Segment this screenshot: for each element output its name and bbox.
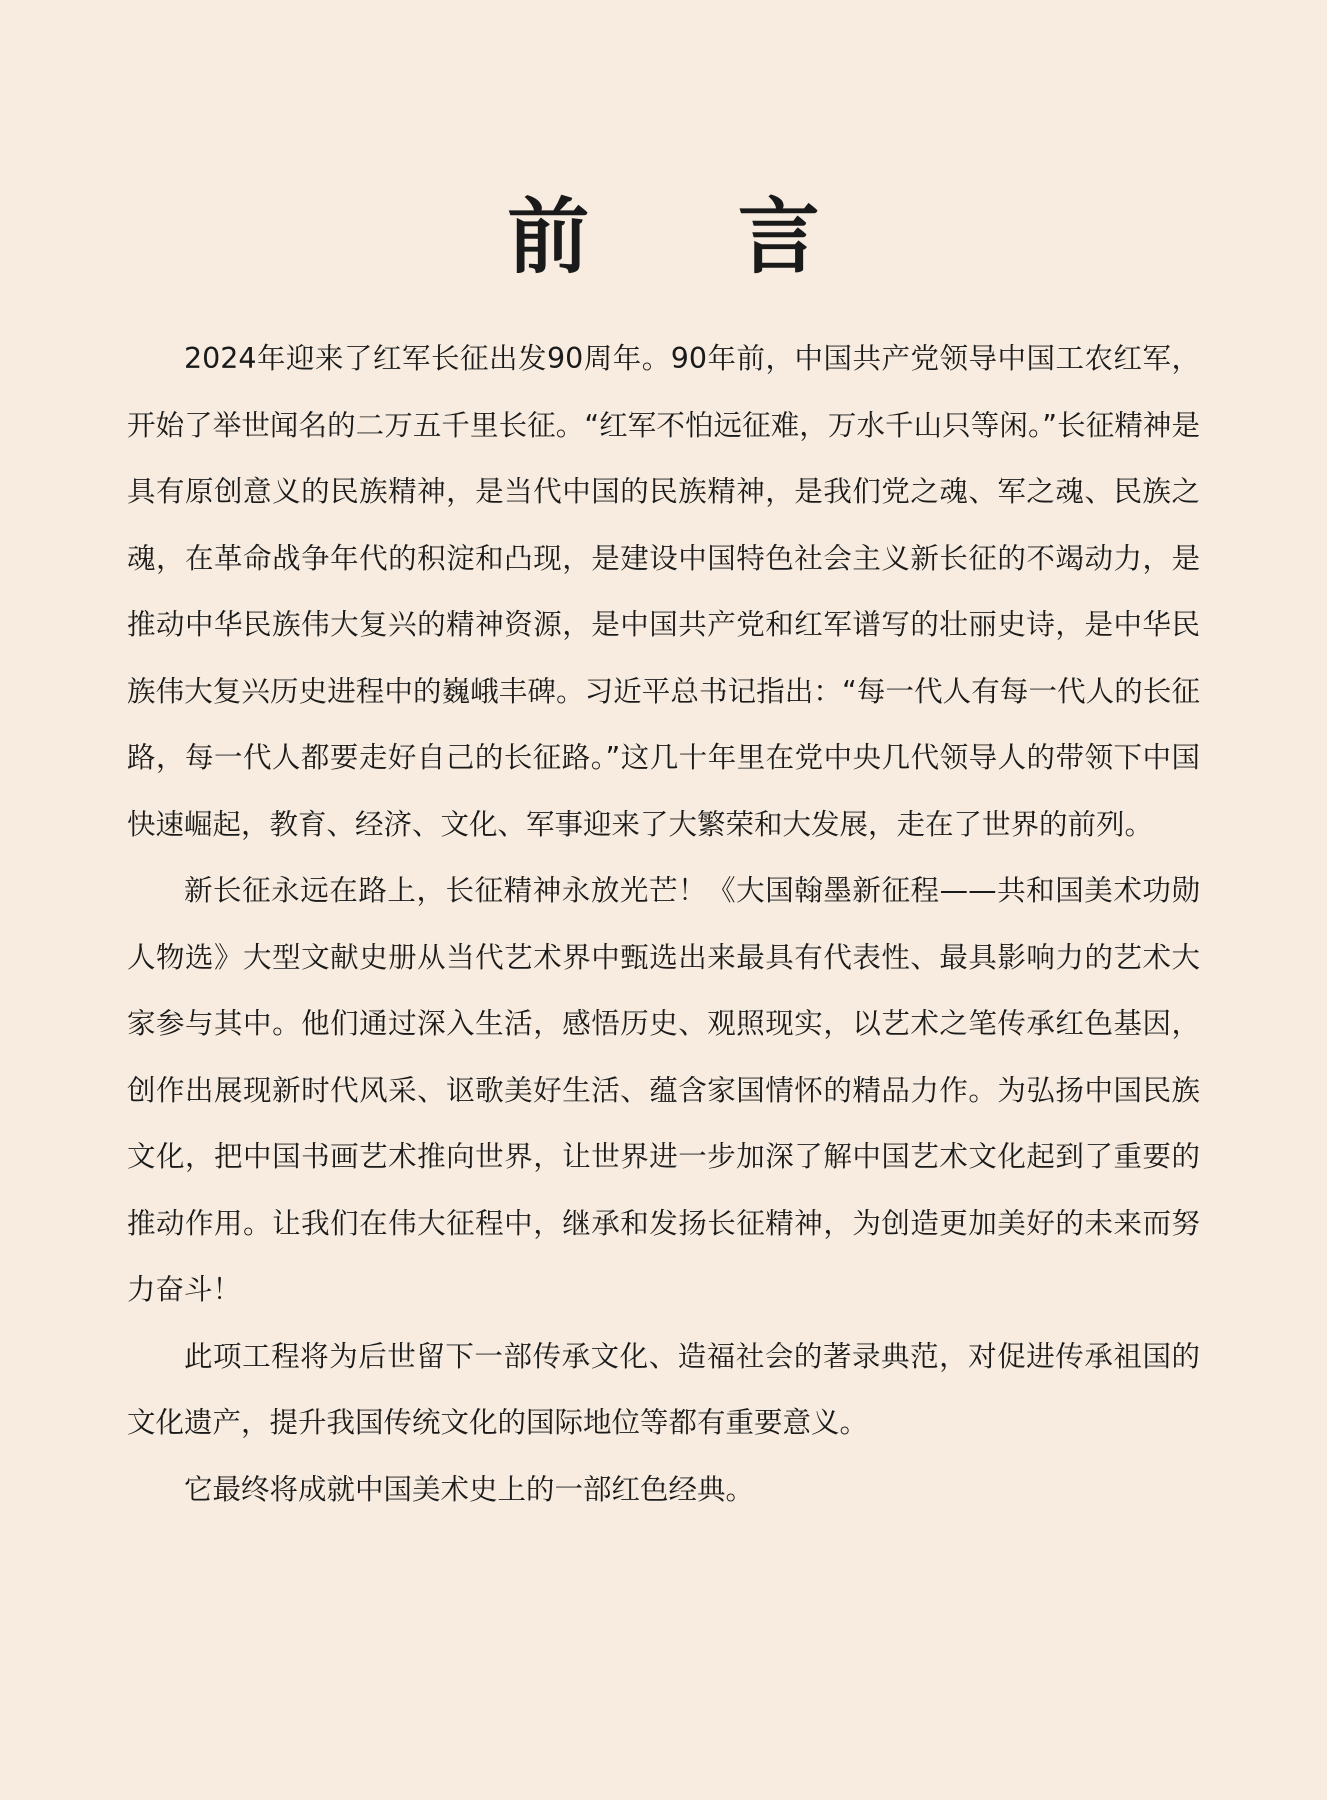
paragraph-2: 新长征永远在路上，长征精神永放光芒！《大国翰墨新征程——共和国美术功勋人物选》大型文献史册从当代艺术界中甄选出来最具有代表性、最具影响力的艺术大家参与其中。他们通过深入生活，感悟历史、观照现实，以艺术之笔传承红色基因，创作出展现新时代风采、讴歌美好生活、蕴含家国情怀的精品力作。为弘扬中国民族文化，把中国书画艺术推向世界，让世界进一步加深了解中国艺术文化起到了重要的推动作用。让我们在伟大征程中，继承和发扬长征精神，为创造更加美好的未来而努力奋斗！ xyxy=(127,874,1200,1306)
paragraph-3: 此项工程将为后世留下一部传承文化、造福社会的著录典范，对促进传承祖国的文化遗产，提升我国传统文化的国际地位等都有重要意义。 xyxy=(127,1339,1200,1439)
document-body xyxy=(127,326,1200,1523)
page-title: 前 言 xyxy=(507,190,880,285)
paragraph-1: 2024年迎来了红军长征出发90周年。90年前，中国共产党领导中国工农红军，开始了举世闻名的二万五千里长征。“红军不怕远征难，万水千山只等闲。”长征精神是具有原创意义的民族精神，是当代中国的民族精神，是我们党之魂、军之魂、民族之魂，在革命战争年代的积淀和凸现，是建设中国特色社会主义新长征的不竭动力，是推动中华民族伟大复兴的精神资源，是中国共产党和红军谱写的壮丽史诗，是中华民族伟大复兴历史进程中的巍峨丰碑。习近平总书记指出：“每一代人有每一代人的长征路，每一代人都要走好自己的长征路。”这几十年里在党中央几代领导人的带领下中国快速崛起，教育、经济、文化、军事迎来了大繁荣和大发展，走在了世界的前列。 xyxy=(127,342,1200,841)
paragraph-4: 它最终将成就中国美术史上的一部红色经典。 xyxy=(184,1472,755,1506)
